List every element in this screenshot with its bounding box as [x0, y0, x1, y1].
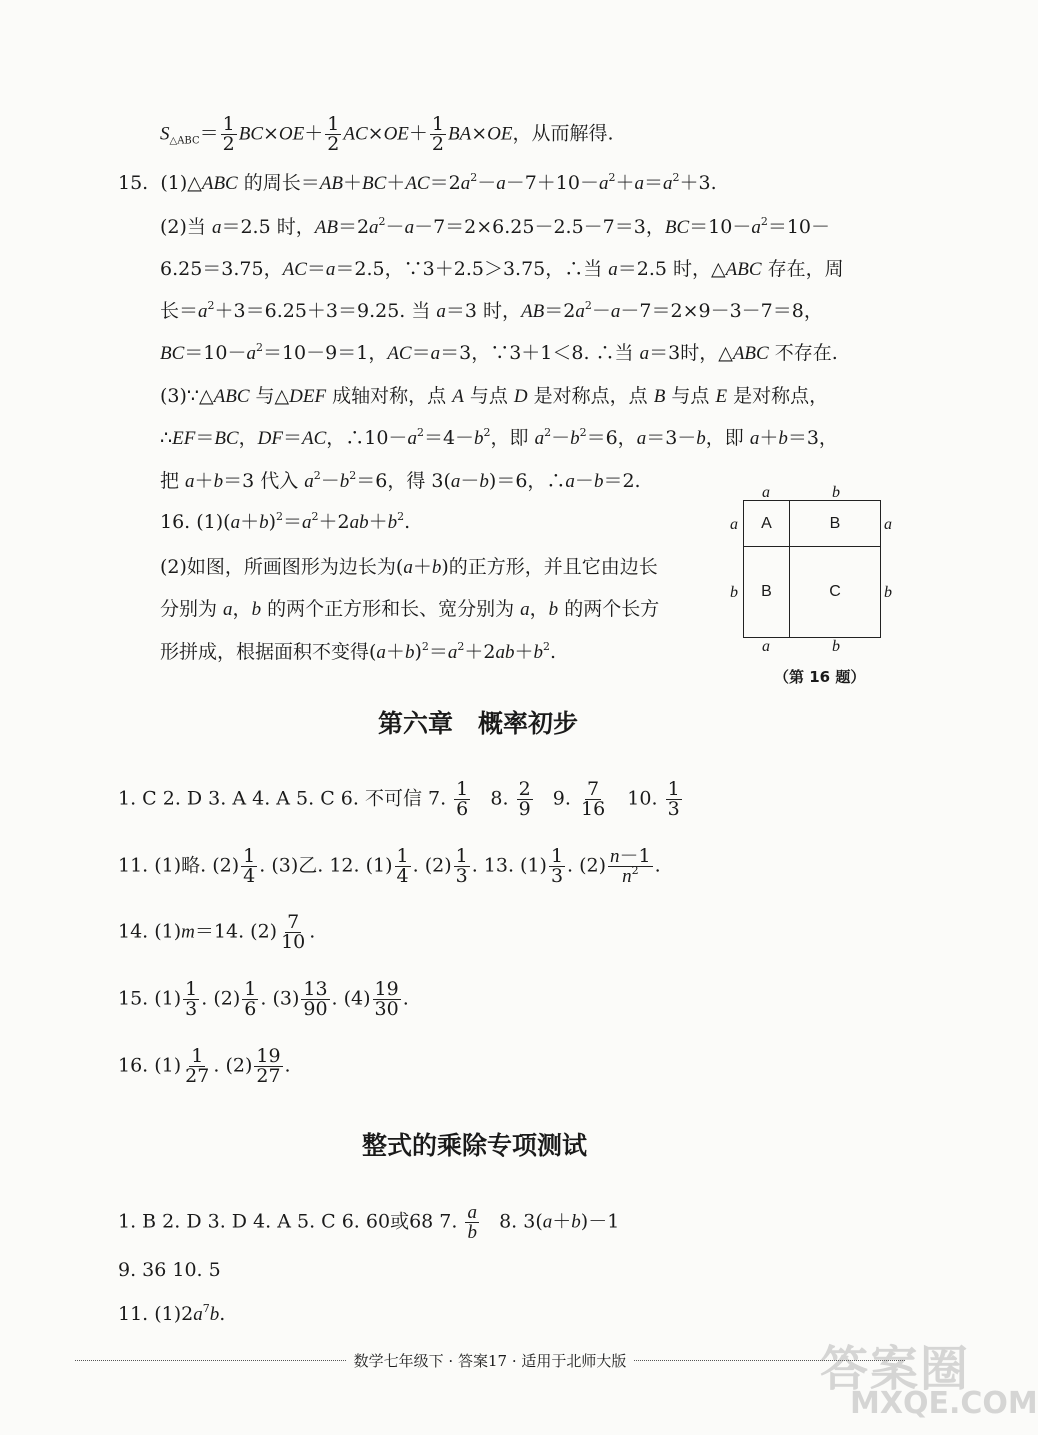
watermark-logo-domain: MXQE.COM — [850, 1386, 1038, 1421]
fig-label-right-b: b — [884, 584, 892, 601]
q16-line-3: 分别为 a，b 的两个正方形和长、宽分别为 a，b 的两个长方 — [160, 598, 660, 620]
fig-label-bottom-b: b — [832, 638, 840, 655]
fig-label-left-b: b — [730, 584, 738, 601]
test-row-1: 1. B 2. D 3. D 4. A 5. C 6. 60或68 7. $\frac{a}{b}$ 8. 3(a＋b)－1 — [118, 1202, 620, 1243]
fig-label-bottom-a: a — [762, 638, 770, 655]
q15-line-2: (2)当 a＝2.5 时，$AB=2a^2-a-7=2\times 6.25-2.5-7=3$，$BC=10-a^2=10-$ — [160, 215, 831, 238]
chapter6-title: 第六章 概率初步 — [378, 709, 579, 738]
q15-line-1: 15. (1)△ABC 的周长$=AB+BC+AC=2a^2-a-7+10-a^2+a=a^2+3$. — [118, 171, 717, 194]
ch6-row-5: 16. (1) $\frac{1}{27}$ . (2) $\frac{19}{27}$ . — [118, 1045, 291, 1087]
fig-cell-b-left: B — [743, 546, 790, 638]
ch6-row-1: 1. C 2. D 3. A 4. A 5. C 6. 不可信 7. $\frac{1}{6}$ 8. $\frac{2}{9}$ 9. $\frac{7}{16}$ 10. $\frac{1}{3}$ — [118, 778, 680, 820]
footer-dots-left — [75, 1360, 346, 1361]
formula-line-s-abc: $S_{\triangle ABC}=$ $\frac{1}{2}$ BC×OE＋ $\frac{1}{2}$ AC×OE＋ $\frac{1}{2}$ BA×OE，从而解得. — [160, 113, 614, 155]
q16-line-4: 形拼成，根据面积不变得$(a+b)^2=a^2+2ab+b^2$. — [160, 640, 557, 663]
q15-line-8: 把 a＋b＝3 代入 $a^2-b^2=6$，得 3(a－b)＝6，∴a－b＝2. — [160, 469, 641, 492]
figure-q16 — [724, 480, 904, 690]
ch6-row-4: 15. (1) $\frac{1}{3}$ . (2) $\frac{1}{6}$ . (3) $\frac{13}{90}$ . (4) $\frac{19}{30}$ . — [118, 978, 409, 1020]
q15-line-4: 长$=a^2+3=6.25+3=9.25$. 当 a＝3 时，$AB=2a^2-a-7=2\times 9-3-7=8$， — [160, 299, 823, 322]
fig-label-top-a: a — [762, 484, 770, 501]
fig-cell-a: A — [743, 500, 790, 547]
q16-line-1: 16. $(1)(a+b)^2=a^2+2ab+b^2$. — [160, 510, 411, 533]
ch6-row-3: 14. (1)m＝14. (2) $\frac{7}{10}$ . — [118, 911, 316, 953]
q16-line-2: (2)如图，所画图形为边长为(a＋b)的正方形，并且它由边长 — [160, 556, 658, 578]
q15-line-3: 6.25＝3.75，AC＝a＝2.5，∵3＋2.5＞3.75，∴当 a＝2.5 时，△ABC 存在，周 — [160, 258, 844, 280]
footer-text: 数学七年级下 · 答案17 · 适用于北师大版 — [353, 1352, 627, 1370]
page-footer — [75, 1350, 905, 1371]
watermark-logo — [820, 1330, 1038, 1430]
fig-cell-b-top: B — [789, 500, 881, 547]
fig-caption: （第 16 题） — [774, 668, 866, 686]
ch6-row-2: 11. (1)略. (2) $\frac{1}{4}$ . (3)乙. 12. (1) $\frac{1}{4}$ . (2) $\frac{1}{3}$ . 13. (1) $\frac{1}{3}$ . (2) $\frac{n-1}{n^2}$ . — [118, 845, 661, 887]
test-row-3: 11. $(1)2a^7b$. — [118, 1302, 226, 1325]
q15-line-7: ∴EF＝BC，DF＝AC，$\therefore 10-a^2=4-b^2$，即 $a^2-b^2=6$，a＝3－b，即 a＋b＝3， — [160, 426, 838, 449]
test-title: 整式的乘除专项测试 — [362, 1131, 588, 1160]
fig-label-right-a: a — [884, 516, 892, 533]
fig-label-top-b: b — [832, 484, 840, 501]
fig-cell-c: C — [789, 546, 881, 638]
q15-line-5: $BC=10-a^2=10-9=1$，AC＝a＝3，∵3＋1＜8. ∴当 a＝3时，△ABC 不存在. — [160, 341, 838, 364]
test-row-2: 9. 36 10. 5 — [118, 1259, 221, 1281]
watermark-logo-main: 答案圈 — [820, 1341, 971, 1397]
fig-label-left-a: a — [730, 516, 738, 533]
q15-line-6: (3)∵△ABC 与△DEF 成轴对称，点 A 与点 D 是对称点，点 B 与点 E 是对称点， — [160, 385, 829, 407]
